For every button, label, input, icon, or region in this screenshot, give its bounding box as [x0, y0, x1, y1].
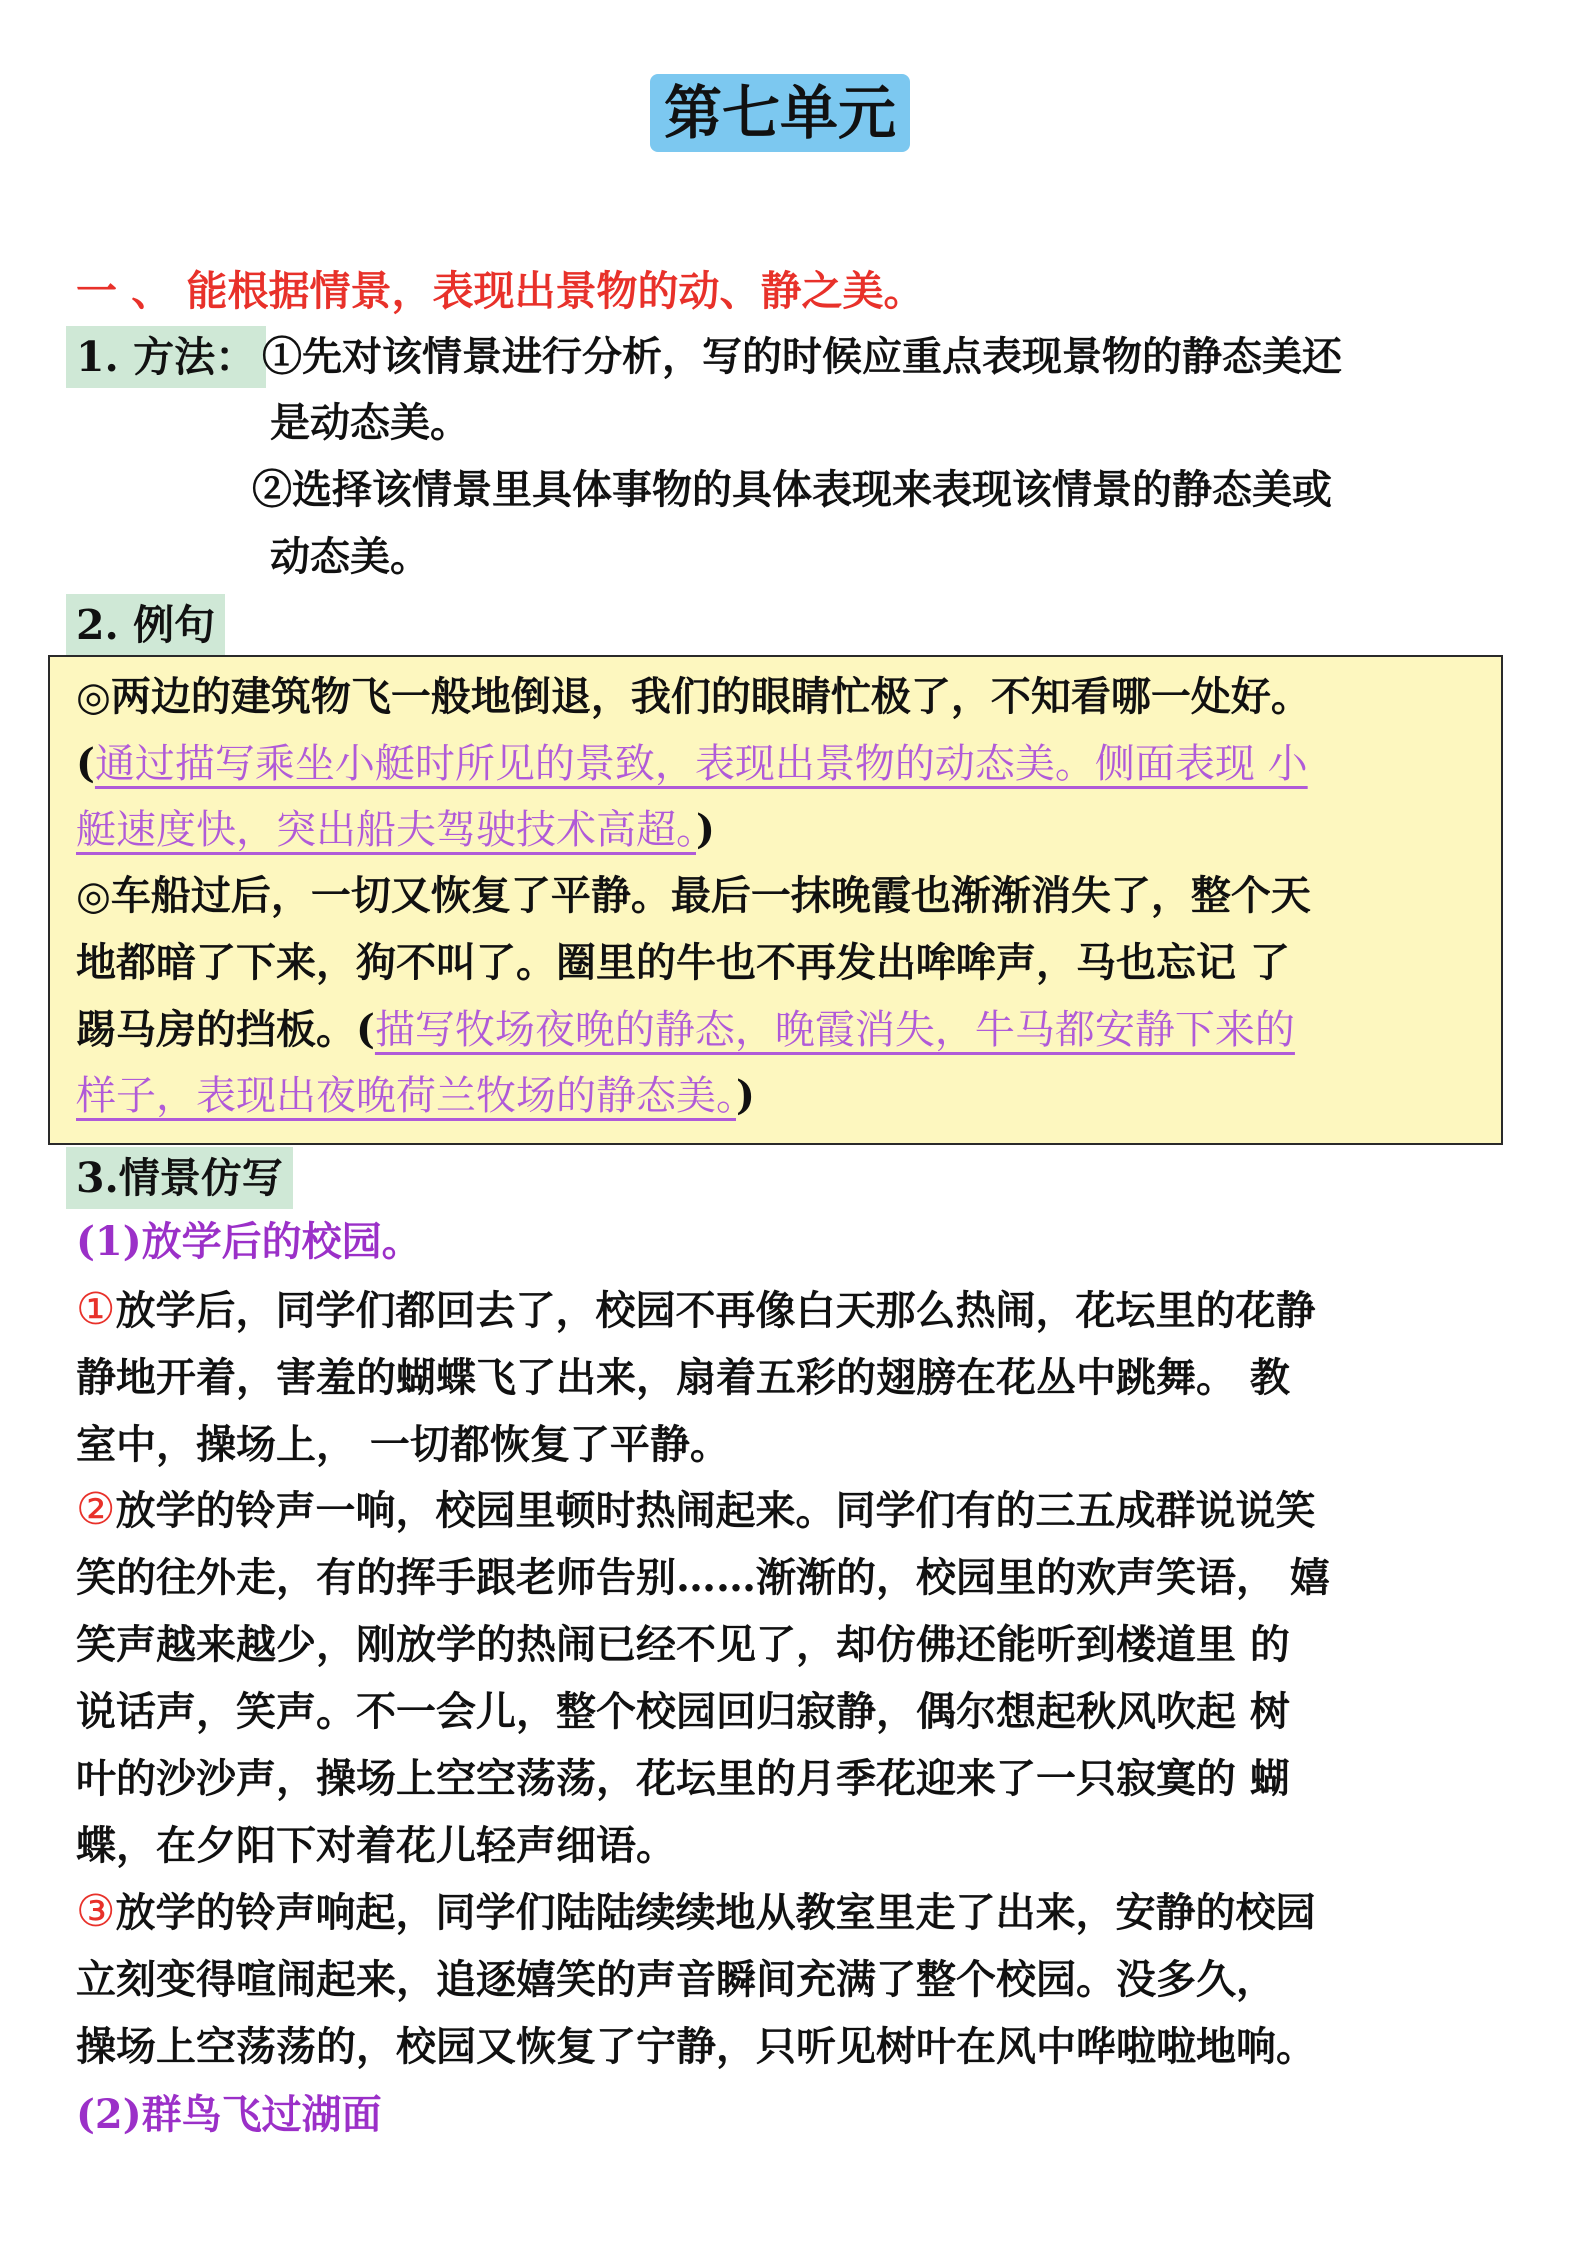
example2-line3-text: 踢马房的挡板。: [76, 1006, 356, 1053]
method-step1-line1: ①先对该情景进行分析，写的时候应重点表现景物的静态美还: [262, 333, 1342, 380]
method-step1-line2: 是动态美。: [270, 399, 470, 446]
page-title: 第七单元: [650, 74, 910, 152]
scene1-item-2: ②放学的铃声一响，校园里顿时热闹起来。同学们有的三五成群说说笑 笑的往外走，有的挥手跟老师告别……渐渐的，校园里的欢声笑语， 嬉 笑声越来越少，刚放学的热闹已经不见了，却仿佛还能听到楼道里 的 说话声，笑声。不一会儿，整个校园回归寂静，偶尔想起秋风吹起 树 叶的沙沙声，操场上空空荡荡，花坛里的月季花迎来了一只寂寞的 蝴 蝶，在夕阳下对着花儿轻声细语。: [76, 1484, 1330, 1869]
item-number: ②: [76, 1484, 116, 1535]
method-label: 1. 方法：: [66, 326, 266, 388]
example1-note-text1: 通过描写乘坐小艇时所见的景致，表现出景物的动态美。侧面表现 小: [94, 741, 1308, 787]
scene1-item-3: ③放学的铃声响起，同学们陆陆续续地从教室里走了出来，安静的校园 立刻变得喧闹起来，追逐嬉笑的声音瞬间充满了整个校园。没多久， 操场上空荡荡的，校园又恢复了宁静，只听见树叶在风中哗啦啦地响。: [76, 1886, 1316, 2070]
example1-note-line2: 艇速度快，突出船夫驾驶技术高超。): [76, 806, 715, 853]
scene1-heading: (1)放学后的校园。: [76, 1218, 422, 1265]
item-number: ③: [76, 1886, 116, 1937]
example1-sentence: ◎两边的建筑物飞一般地倒退，我们的眼睛忙极了，不知看哪一处好。: [76, 673, 1311, 720]
example2-note-line2: 样子，表现出夜晚荷兰牧场的静态美。): [76, 1072, 755, 1119]
imitation-label: 3.情景仿写: [66, 1147, 293, 1209]
scene2-heading: (2)群鸟飞过湖面: [76, 2091, 382, 2138]
example2-line1: ◎车船过后，一切又恢复了平静。最后一抹晚霞也渐渐消失了，整个天: [76, 872, 1311, 919]
example2-note-text1: 描写牧场夜晚的静态，晚霞消失，牛马都安静下来的: [374, 1007, 1295, 1053]
examples-label: 2. 例句: [66, 594, 225, 656]
example2-note-text2: 样子，表现出夜晚荷兰牧场的静态美。: [76, 1073, 736, 1119]
scene1-item-1: ①放学后，同学们都回去了，校园不再像白天那么热闹，花坛里的花静 静地开着，害羞的蝴蝶飞了出来，扇着五彩的翅膀在花丛中跳舞。 教 室中，操场上， 一切都恢复了平静。: [76, 1284, 1316, 1468]
example1-note-text2: 艇速度快，突出船夫驾驶技术高超。: [76, 807, 696, 853]
section-heading: 一 、 能根据情景，表现出景物的动、静之美。: [76, 267, 925, 315]
example1-note-line1: (通过描写乘坐小艇时所见的景致，表现出景物的动态美。侧面表现 小: [76, 740, 1308, 787]
example2-line2: 地都暗了下来，狗不叫了。圈里的牛也不再发出哞哞声，马也忘记 了: [76, 939, 1290, 986]
example2-line3: 踢马房的挡板。(描写牧场夜晚的静态，晚霞消失，牛马都安静下来的: [76, 1006, 1295, 1053]
method-step2-line1: ②选择该情景里具体事物的具体表现来表现该情景的静态美或: [252, 466, 1332, 513]
method-step2-line2: 动态美。: [270, 533, 430, 580]
item-number: ①: [76, 1284, 116, 1335]
